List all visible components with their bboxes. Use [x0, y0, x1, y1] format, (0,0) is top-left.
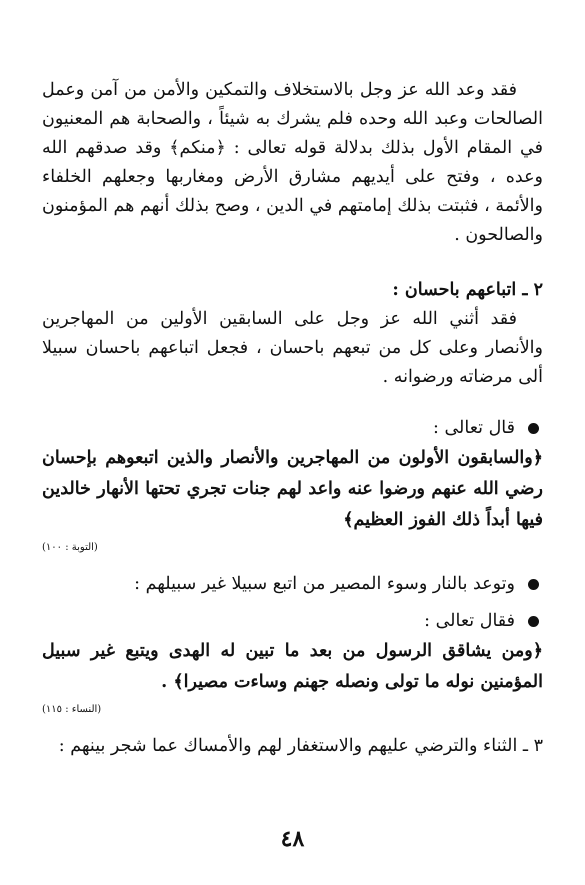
section-heading-3: ٣ ـ الثناء والترضي عليهم والاستغفار لهم والأمساك عما شجر بينهم : — [58, 736, 543, 756]
bullet-dot-icon — [528, 579, 539, 590]
bullet-dot-icon — [528, 423, 539, 434]
page-number: ٤٨ — [280, 826, 305, 852]
bullet-item-3 — [42, 607, 543, 636]
spacer — [42, 599, 543, 607]
quran-verse-2: ﴿ومن يشاقق الرسول من بعد ما تبين له الهدى ويتبع غير سبيل المؤمنين نوله ما تولى ونصله جهنم وساءت مصيرا﴾ . — [42, 641, 543, 692]
section-heading-2: ٢ ـ اتباعهم باحسان : — [392, 280, 543, 300]
bullet-item-1-text: قال تعالى : — [433, 418, 515, 438]
intro-paragraph: فقد وعد الله عز وجل بالاستخلاف والتمكين والأمن من آمن وعمل الصالحات وعبد الله وحده فلم يشرك به شيئاً ، والصحابة هم المعنيون في المقام الأول بذلك بدلالة قوله تعالى : ﴿منكم﴾ وقد صدقهم الله وعده ، وفتح على أيديهم مشارق الأرض ومغاربها وجعلهم الخلفاء والأئمة ، فثبتت بذلك إمامتهم في الدين ، وصح بذلك أنهم هم المؤمنون والصالحون . — [42, 80, 543, 245]
section-2-paragraph: فقد أثني الله عز وجل على السابقين الأولين من المهاجرين والأنصار وعلى كل من تبعهم باحسان ، فجعل اتباعهم باحسان سبيلا ألى مرضاته ورضوانه . — [42, 309, 543, 387]
bullet-item-2 — [42, 570, 543, 599]
verse-1-reference: (التوبة : ١٠٠) — [42, 542, 98, 553]
bullet-dot-icon — [528, 616, 539, 627]
verse-2-reference: (النساء : ١١٥) — [42, 704, 102, 715]
spacer — [42, 250, 543, 264]
quran-verse-1: ﴿والسابقون الأولون من المهاجرين والأنصار والذين اتبعوهم بإحسان رضي الله عنهم ورضوا عنه واعد لهم جنات تجري تحتها الأنهار خالدين فيها أبداً ذلك الفوز العظيم﴾ — [42, 448, 543, 530]
bullet-item-2-text: وتوعد بالنار وسوء المصير من اتبع سبيلا غير سبيلهم : — [134, 574, 515, 594]
bullet-item-1 — [42, 414, 543, 443]
bullet-item-3-text: فقال تعالى : — [424, 611, 515, 631]
page-body — [42, 76, 543, 885]
spacer — [42, 392, 543, 414]
spacer — [42, 718, 543, 732]
spacer — [42, 556, 543, 570]
